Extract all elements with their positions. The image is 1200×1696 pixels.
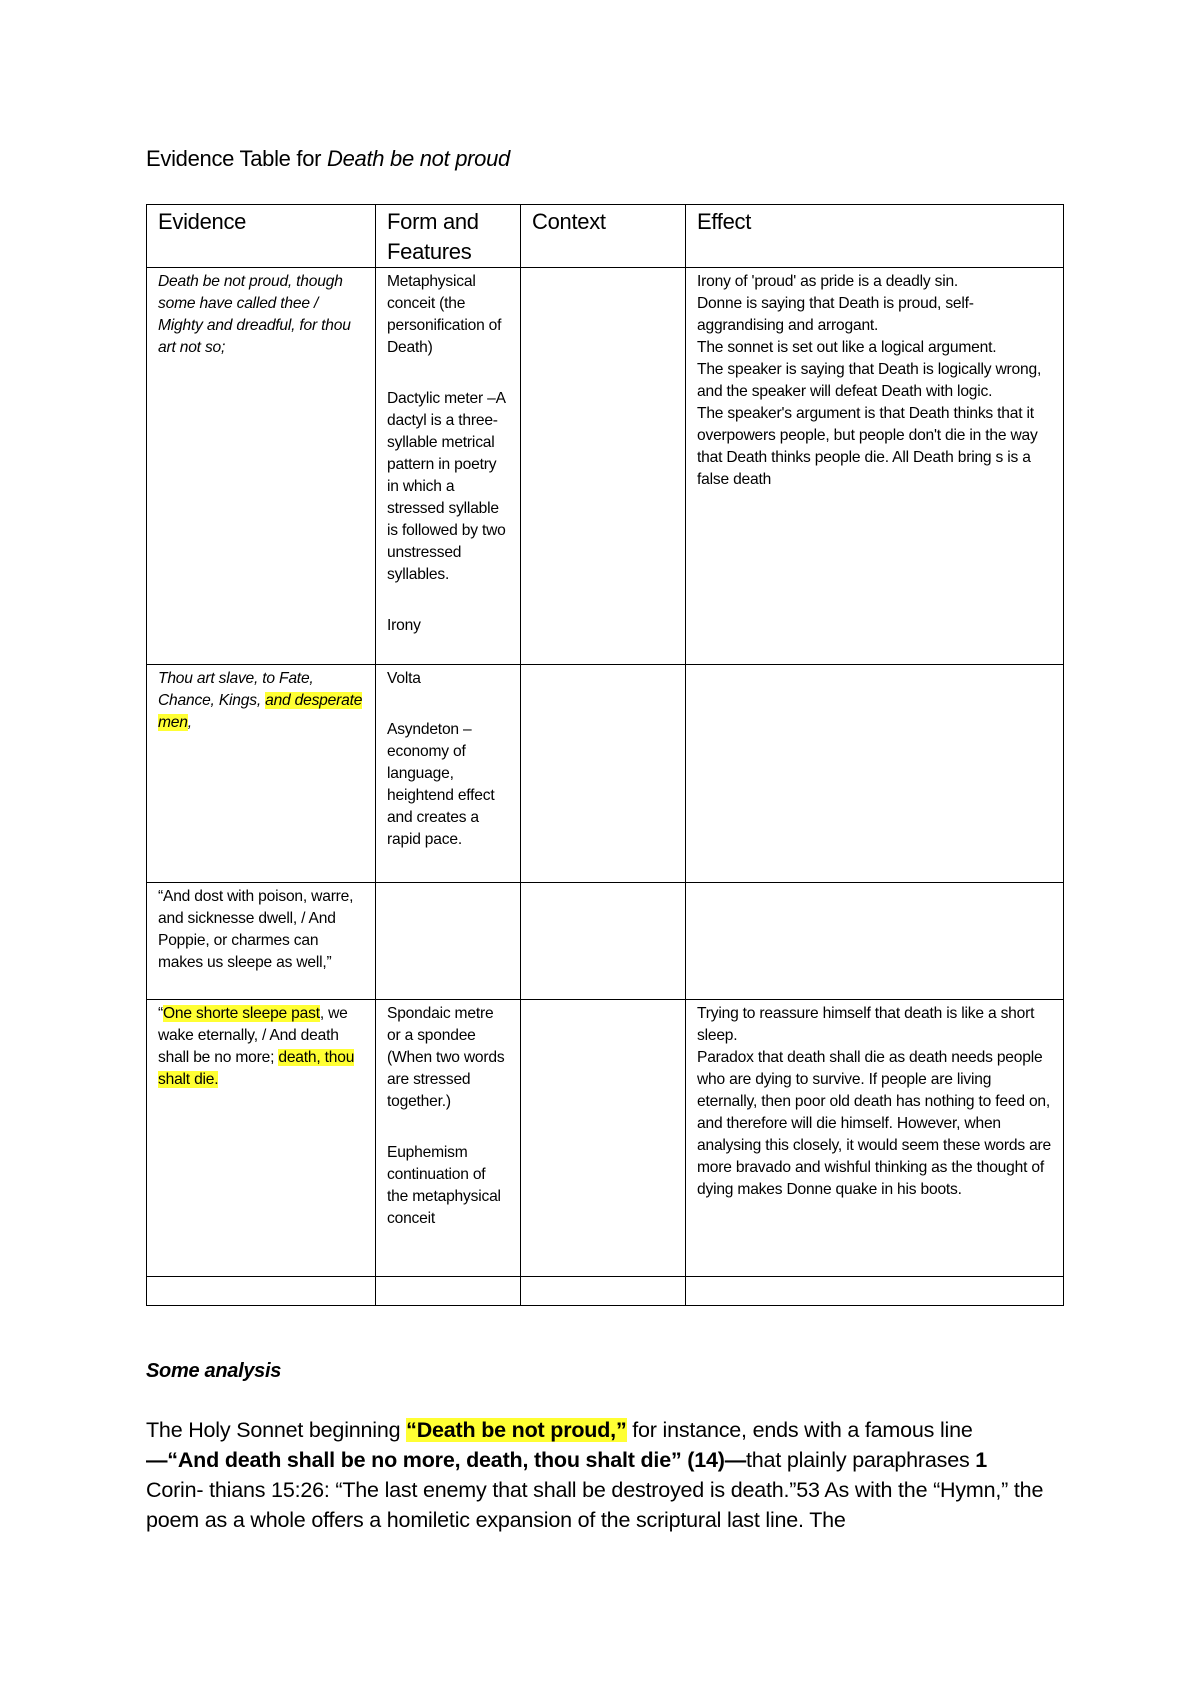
title-italic: Death be not proud [327,146,510,171]
form-cell [376,1000,521,1277]
empty-cell [376,1277,521,1306]
effect-line: Donne is saying that Death is proud, self-aggrandising and arrogant. [697,295,974,334]
form-item: Dactylic meter –A dactyl is a three-syllable metrical pattern in poetry in which a stressed syllable is followed by two unstressed syllables. [387,390,506,583]
form-item: Euphemism continuation of the metaphysical conceit [387,1144,501,1227]
header-context: Context [521,205,686,268]
evidence-quote: Thou art slave, to Fate, Chance, Kings, and desperate men, [158,670,363,731]
highlighted-text: One shorte sleepe past [163,1005,320,1022]
effect-cell [686,665,1064,883]
form-item: Spondaic metre or a spondee (When two words are stressed together.) [387,1005,505,1110]
analysis-heading: Some analysis [146,1360,282,1382]
effect-line: Irony of 'proud' as pride is a deadly sin. [697,273,959,290]
effect-cell [686,268,1064,665]
title-prefix: Evidence Table for [146,146,328,171]
empty-cell [147,1277,376,1306]
irony-term: Irony [697,273,731,290]
table-row [147,883,1064,1000]
form-cell [376,883,521,1000]
evidence-quote: Death be not proud, though some have called thee / Mighty and dreadful, for thou art not so; [158,273,351,356]
table-header-row [147,205,1064,268]
empty-cell [686,1277,1064,1306]
form-item: Metaphysical conceit (the personification of Death) [387,273,502,356]
context-cell [521,883,686,1000]
analysis-paragraph: The Holy Sonnet beginning “Death be not proud,” for instance, ends with a famous line —“And death shall be no more, death, thou shalt die” (14)—that plainly paraphrases 1 Corin- thians 15:26: “The last enemy that shall be destroyed is death.”53 As with the “Hymn,” the poem as a whole offers a homiletic expansion of the scriptural last line. The [146,1418,1044,1532]
context-cell [521,1000,686,1277]
evidence-cell: “One shorte sleepe past, we wake eternally, / And death shall be no more; death, thou shalt die. [147,1000,376,1277]
form-cell [376,665,521,883]
evidence-cell: “And dost with poison, warre, and sicknesse dwell, / And Poppie, or charmes can makes us sleepe as well,” [147,883,376,1000]
form-cell [376,268,521,665]
effect-cell [686,883,1064,1000]
context-cell [521,268,686,665]
form-item: Irony [387,617,421,634]
table-row [147,268,1064,665]
table-row [147,1000,1064,1277]
header-evidence: Evidence [147,205,376,268]
table-row-empty [147,1277,1064,1306]
bold-quote: —“And death shall be no more, death, thou shalt die” (14)— [146,1448,747,1472]
page-title [146,146,510,172]
evidence-cell [147,268,376,665]
effect-line: The speaker is saying that Death is logically wrong, and the speaker will defeat Death with logic. [697,361,1042,400]
form-item: Volta [387,670,421,687]
context-cell [521,665,686,883]
form-item: Asyndeton – economy of language, heightend effect and creates a rapid pace. [387,721,495,848]
table-row [147,665,1064,883]
evidence-cell [147,665,376,883]
effect-line: The sonnet is set out like a logical argument. [697,339,997,356]
effect-line: Trying to reassure himself that death is like a short sleep. [697,1005,1035,1044]
header-form-features: Form and Features [376,205,521,268]
effect-cell [686,1000,1064,1277]
header-effect: Effect [686,205,1064,268]
highlighted-text: and desperate men [158,692,363,731]
highlighted-text: “Death be not proud,” [406,1418,627,1442]
empty-cell [521,1277,686,1306]
evidence-table [146,204,1064,1306]
highlighted-text: death, thou shalt die. [158,1049,355,1088]
effect-line: Paradox that death shall die as death needs people who are dying to survive. If people are living eternally, then poor old death has nothing to feed on, and therefore will die himself. However, when analysing this closely, it would seem these words are more bravado and wishful thinking as the thought of dying makes Donne quake in his boots. [697,1049,1052,1198]
effect-line: The speaker's argument is that Death thinks that it overpowers people, but people don't die in the way that Death thinks people die. All Death bring s is a false death [697,405,1038,488]
